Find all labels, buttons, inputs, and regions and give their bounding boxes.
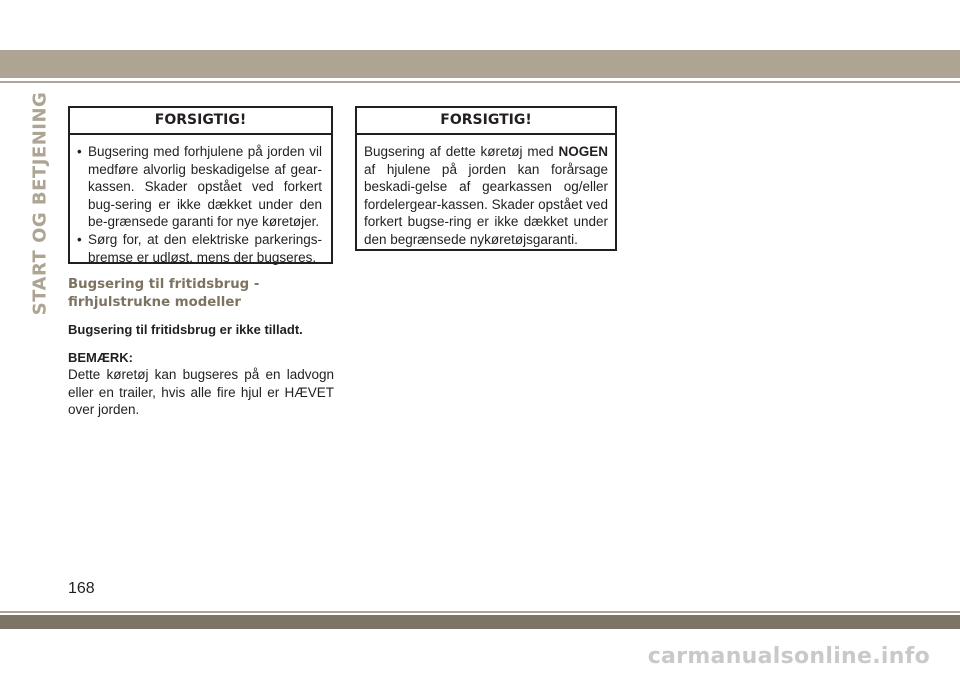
bullet-icon: • <box>77 144 82 159</box>
caution-box-left-body <box>70 135 331 274</box>
chapter-side-tab-label: START OG BETJENING <box>29 91 51 315</box>
chapter-side-tab <box>26 91 54 315</box>
footer-rule <box>0 611 960 613</box>
caution-box-right <box>355 106 617 251</box>
note-text: Dette køretøj kan bugseres på en ladvogn eller en trailer, hvis alle fire hjul er HÆVET over jorden. <box>68 367 334 418</box>
caution-box-left-title: FORSIGTIG! <box>70 108 331 135</box>
footer-band <box>0 615 960 629</box>
caution-text-end: af hjulene på jorden kan forårsage beskadi-gelse af gearkassen og/eller fordelergear-kassen. Skader opstået ved forkert bugse-ring er ikke dækket under den begrænsede nykøretøjsgaranti. <box>364 161 608 247</box>
page-number: 168 <box>68 580 95 597</box>
caution-emphasis: NOGEN <box>558 144 608 159</box>
caution-bullet-text: Sørg for, at den elektriske parkerings-bremse er udløst, mens der bugseres. <box>88 231 322 265</box>
section-heading: Bugsering til fritidsbrug - firhjulstrukne modeller <box>68 277 260 310</box>
caution-text-start: Bugsering af dette køretøj med <box>364 144 559 159</box>
header-rule <box>0 81 960 83</box>
note-label: BEMÆRK: <box>68 350 133 365</box>
watermark: carmanualsonline.info <box>647 644 930 669</box>
section-subheading: Bugsering til fritidsbrug er ikke tilladt. <box>68 322 303 337</box>
header-band <box>0 50 960 78</box>
caution-box-right-title: FORSIGTIG! <box>357 108 615 135</box>
caution-box-left <box>68 106 333 264</box>
caution-bullet <box>77 143 322 231</box>
bullet-icon: • <box>77 231 82 247</box>
caution-bullet <box>77 231 322 266</box>
caution-bullet-text: Bugsering med forhjulene på jorden vil medføre alvorlig beskadigelse af gear-kassen. Skader opstået ved forkert bug-sering er ikke dækket under den be-grænsede garanti for nye køretøjer. <box>88 144 322 230</box>
caution-box-right-body <box>357 135 615 257</box>
